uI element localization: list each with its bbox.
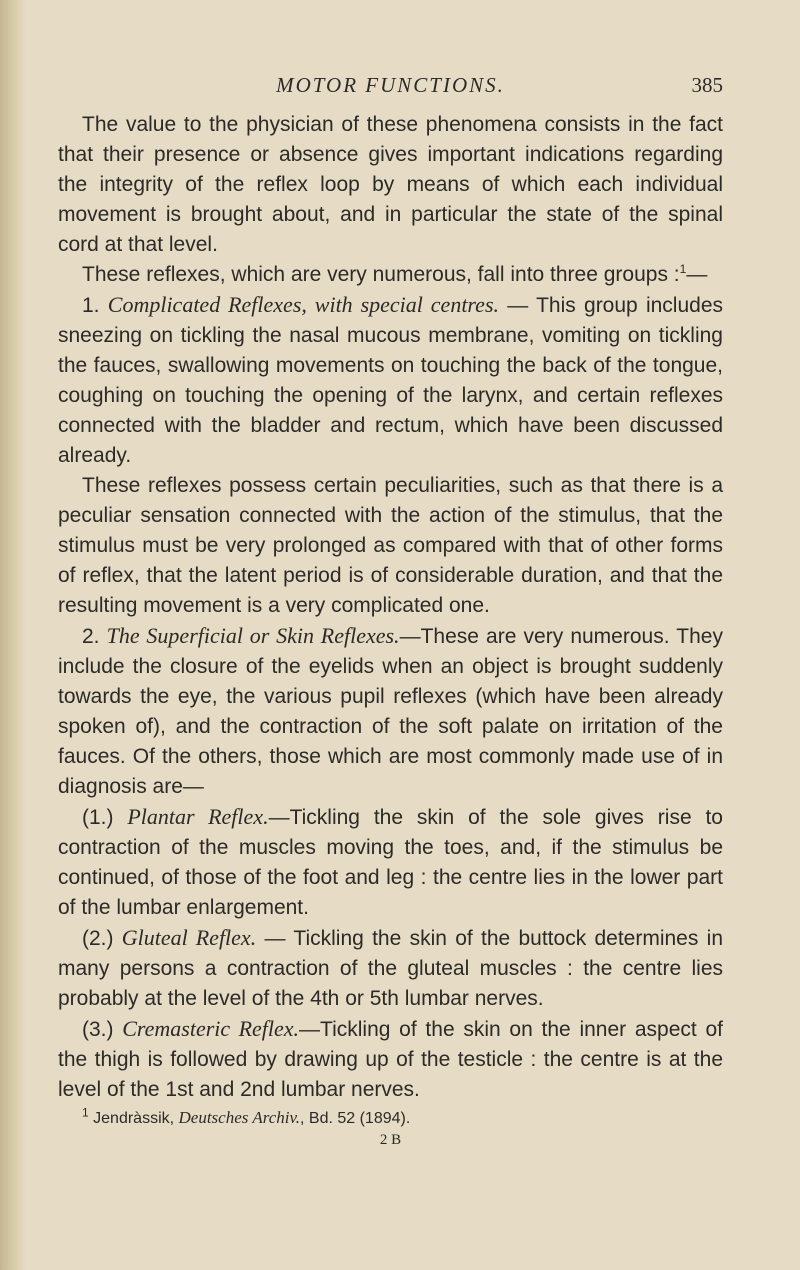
page-binding-edge (0, 0, 26, 1270)
section-title: Cremasteric Reflex. (122, 1016, 300, 1041)
groups-text: These reflexes, which are very numerous, fall into three groups : (82, 263, 680, 286)
section-title: Plantar Reflex. (127, 804, 269, 829)
item-number: 2. (82, 625, 100, 648)
section-body: — This group includes sneezing on tickling the nasal mucous membrane, vomiting on tickling the fauces, swallowing movements on touching the back of the tongue, coughing on touching the opening of the larynx, and certain reflexes connected with the bladder and rectum, which have been discussed already. (58, 294, 724, 467)
paragraph-gluteal-reflex (58, 923, 723, 1014)
paragraph-intro: The value to the physician of these phenomena consists in the fact that their presence or absence gives important indications regarding the integrity of the reflex loop by means of which each individual movement is brought about, and in particular the state of the spinal cord at that level. (58, 113, 723, 256)
paragraph-plantar-reflex (58, 802, 723, 923)
item-number: 1. (82, 294, 100, 317)
page-header (58, 68, 723, 110)
item-number: (3.) (82, 1018, 114, 1041)
footnote-author: Jendràssik, (93, 1110, 175, 1127)
section-body: —Tickling of the skin on the inner aspect of the thigh is followed by drawing up of the testicle : the centre is at the level of the 1st and 2nd lumbar nerves. (58, 1018, 723, 1101)
footnote-details: , Bd. 52 (1894). (300, 1110, 411, 1127)
groups-dash: — (686, 263, 708, 286)
section-title: Complicated Reflexes, with special centres. (107, 292, 500, 317)
section-title: Gluteal Reflex. (121, 925, 257, 950)
footnote-marker: 1 (82, 1105, 89, 1120)
section-body: —Tickling the skin of the sole gives rise to contraction of the muscles moving the toes, and, if the stimulus be continued, of those of the foot and leg : the centre lies in the lower part of the lumbar enlargement. (58, 806, 723, 919)
paragraph-complicated-reflexes (58, 290, 723, 471)
section-title: The Superficial or Skin Reflexes. (106, 623, 400, 648)
footnote (58, 1107, 723, 1130)
running-title: MOTOR FUNCTIONS. (276, 73, 505, 97)
footnote-journal: Deutsches Archiv. (178, 1108, 300, 1127)
paragraph-superficial-reflexes (58, 621, 723, 802)
section-body: — Tickling the skin of the buttock determines in many persons a contraction of the gluteal muscles : the centre lies probably at the level of the 4th or 5th lumbar nerves. (58, 927, 723, 1010)
item-number: (2.) (82, 927, 114, 950)
paragraph-cremasteric-reflex (58, 1014, 723, 1105)
footnote-ref: 1 (679, 262, 687, 276)
section-body: —These are very numerous. They include the closure of the eyelids when an object is brought suddenly towards the eye, the various pupil reflexes (which have been already spoken of), and the contraction of the soft palate on irritation of the fauces. Of the others, those which are most commonly made use of in diagnosis are— (58, 625, 723, 798)
paragraph-peculiarities: These reflexes possess certain peculiarities, such as that there is a peculiar sensation connected with the action of the stimulus, that the stimulus must be very prolonged as compared with that of other forms of reflex, that the latent period is of considerable duration, and that the resulting movement is a very complicated one. (58, 474, 723, 617)
signature-mark: 2 B (379, 1132, 402, 1148)
book-page (58, 68, 723, 1150)
paragraph-groups (58, 260, 723, 290)
page-number: 385 (691, 73, 723, 97)
item-number: (1.) (82, 806, 114, 829)
